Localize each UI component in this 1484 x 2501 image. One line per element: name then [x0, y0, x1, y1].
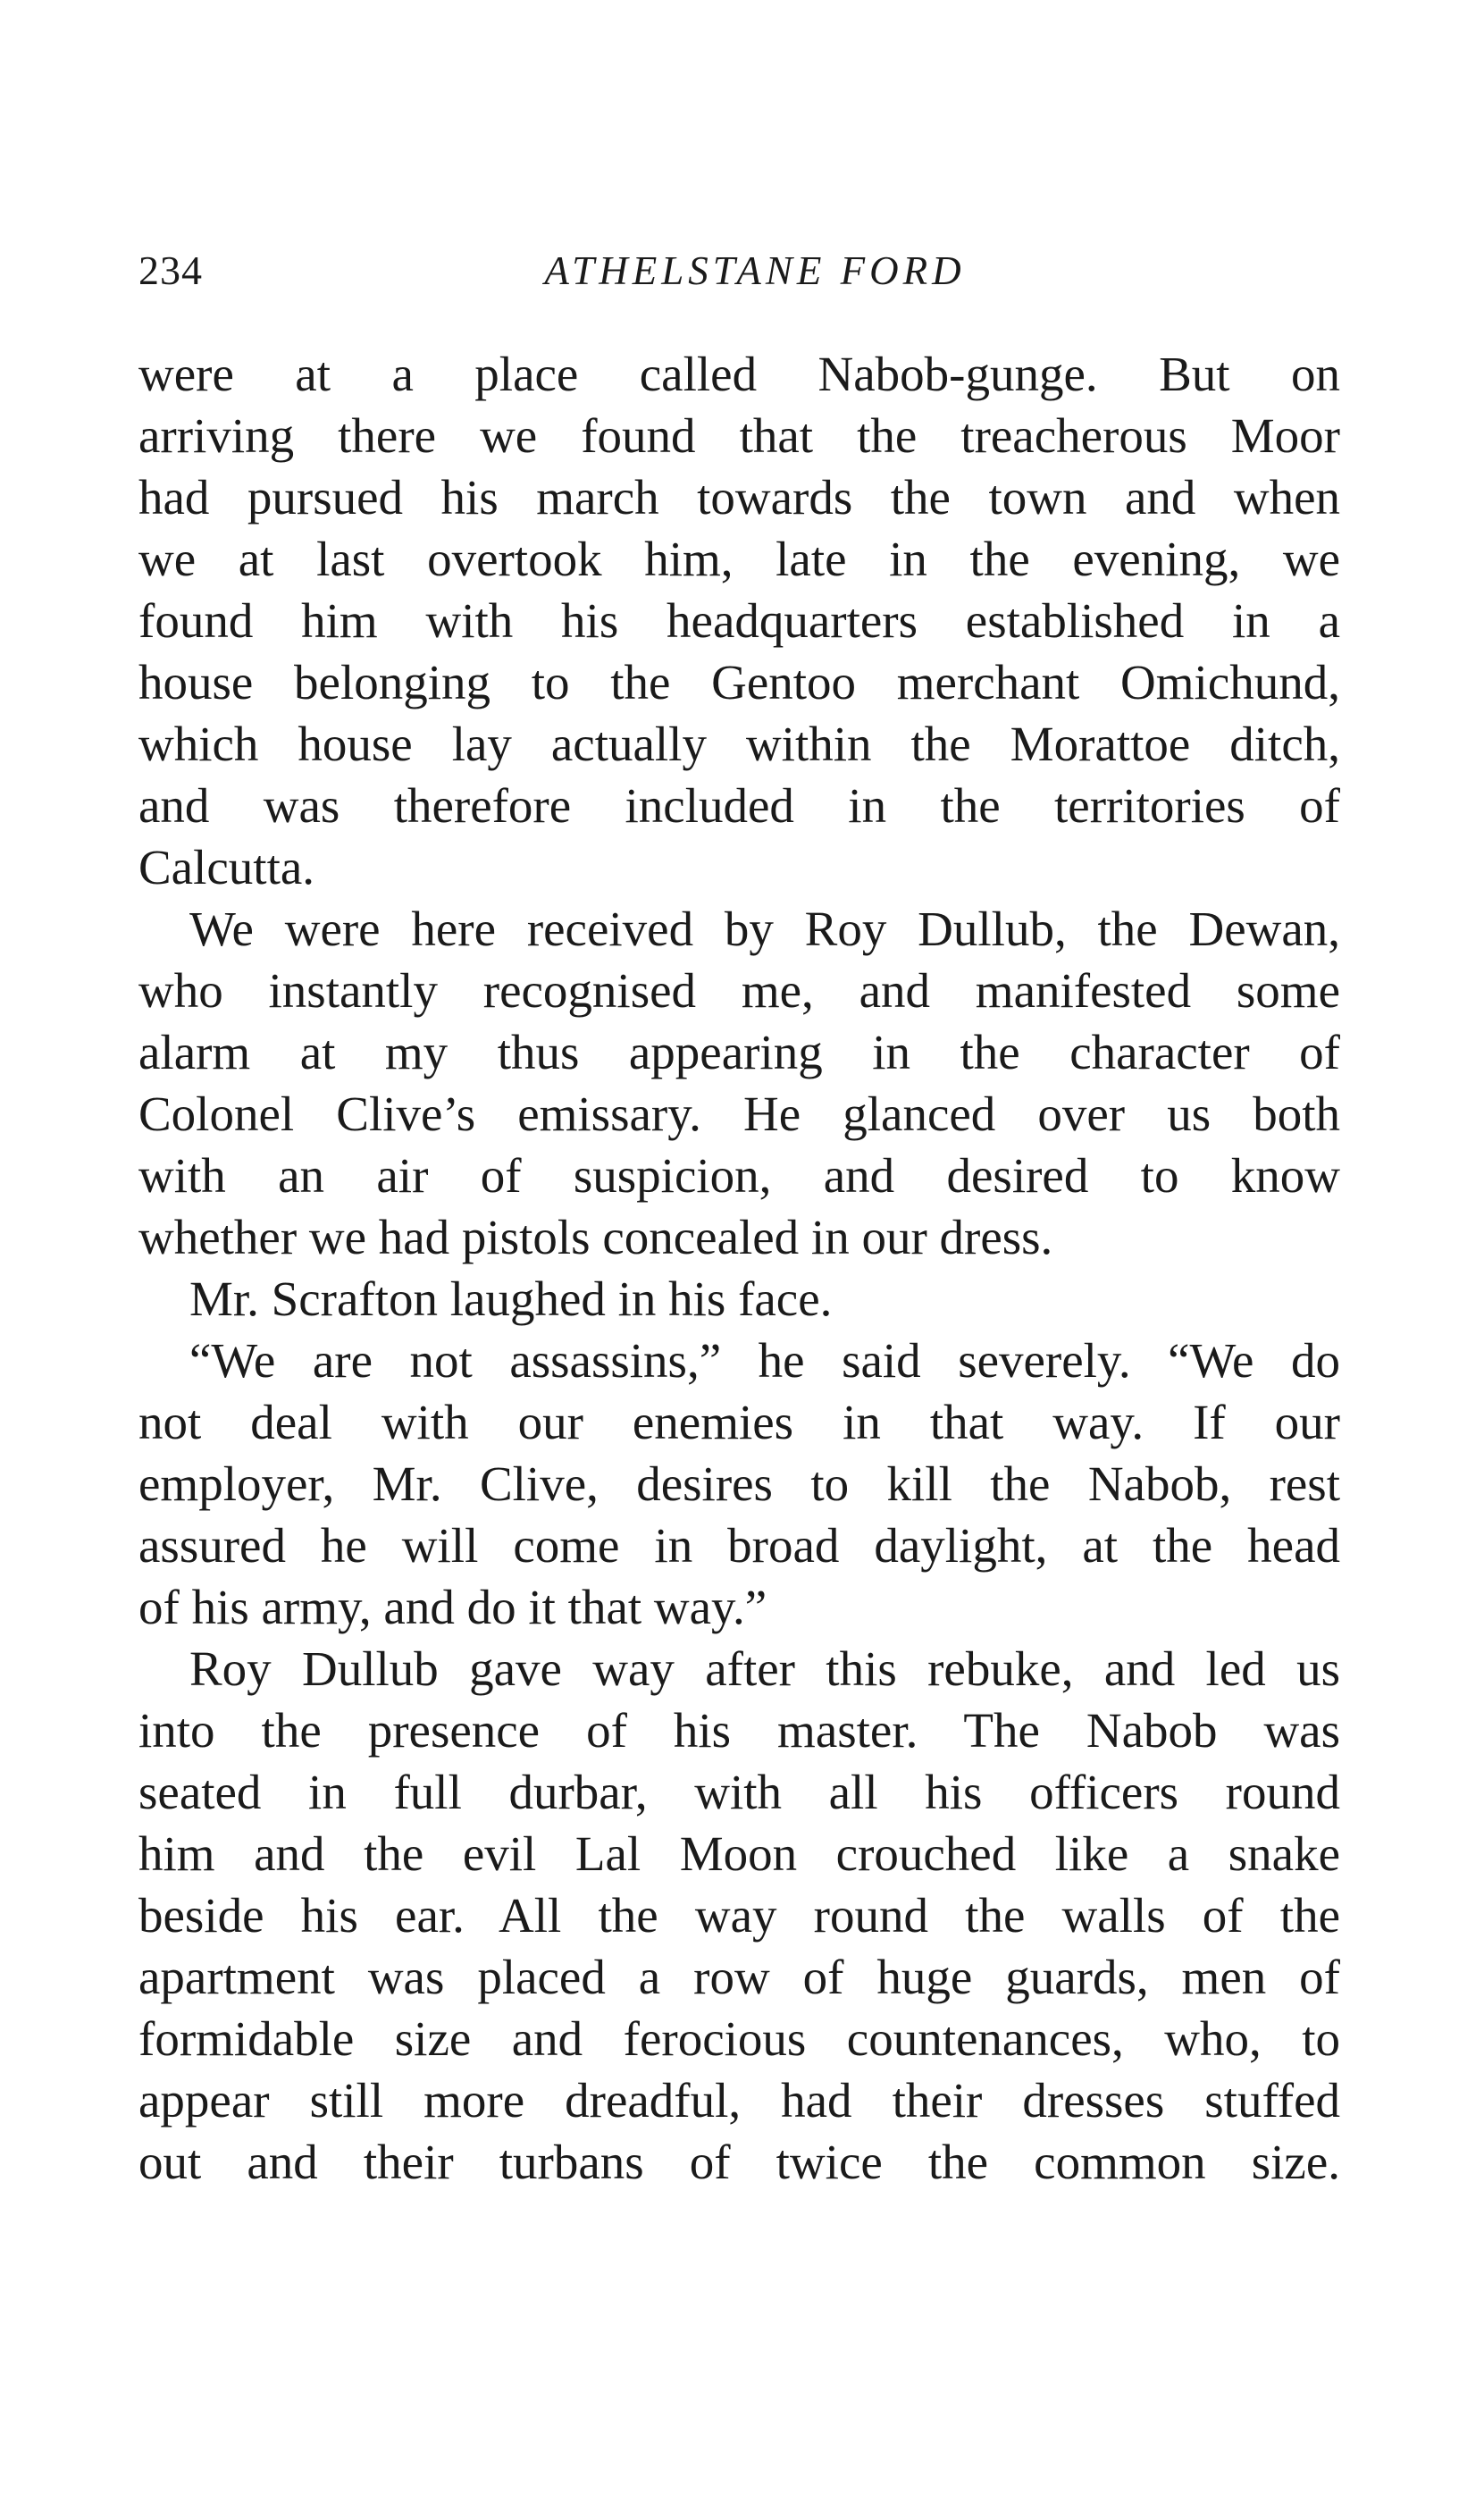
text-line: not deal with our enemies in that way. If our — [138, 1395, 1340, 1449]
text-line: which house lay actually within the Morattoe ditch, — [138, 717, 1340, 771]
text-line: Roy Dullub gave way after this rebuke, and led us — [189, 1641, 1340, 1696]
text-line: arriving there we found that the treacherous Moor — [138, 408, 1340, 463]
text-line: whether we had pistols concealed in our dress. — [138, 1210, 1053, 1264]
text-line: We were here received by Roy Dullub, the Dewan, — [189, 902, 1340, 956]
paragraph — [138, 1638, 1340, 2193]
text-line: Calcutta. — [138, 840, 315, 894]
text-line: out and their turbans of twice the common size. — [138, 2135, 1340, 2189]
text-line: were at a place called Nabob-gunge. But on — [138, 347, 1340, 401]
text-line: formidable size and ferocious countenances, who, to — [138, 2011, 1340, 2066]
text-line: “We are not assassins,” he said severely. “We do — [189, 1333, 1340, 1388]
text-line: with an air of suspicion, and desired to know — [138, 1148, 1340, 1203]
text-line: house belonging to the Gentoo merchant Omichund, — [138, 655, 1340, 709]
paragraph — [138, 1330, 1340, 1638]
paragraph — [138, 1268, 1340, 1330]
text-line: apartment was placed a row of huge guards, men of — [138, 1950, 1340, 2004]
text-line: him and the evil Lal Moon crouched like a snake — [138, 1826, 1340, 1881]
text-line: found him with his headquarters established in a — [138, 593, 1340, 648]
text-line: of his army, and do it that way.” — [138, 1580, 767, 1634]
text-line: Colonel Clive’s emissary. He glanced over us both — [138, 1087, 1340, 1141]
text-line: Mr. Scrafton laughed in his face. — [189, 1271, 833, 1326]
text-line: assured he will come in broad daylight, at the head — [138, 1518, 1340, 1573]
text-line: into the presence of his master. The Nabob was — [138, 1703, 1340, 1758]
text-line: employer, Mr. Clive, desires to kill the Nabob, rest — [138, 1456, 1340, 1511]
page-number: 234 — [138, 248, 203, 293]
text-line: who instantly recognised me, and manifested some — [138, 963, 1340, 1018]
text-line: and was therefore included in the territories of — [138, 778, 1340, 833]
running-title: ATHELSTANE FORD — [544, 248, 966, 293]
text-line: seated in full durbar, with all his officers round — [138, 1765, 1340, 1819]
body-text — [138, 343, 1340, 2193]
text-line: beside his ear. All the way round the walls of the — [138, 1888, 1340, 1943]
text-line: appear still more dreadful, had their dresses stuffed — [138, 2073, 1340, 2128]
text-line: we at last overtook him, late in the evening, we — [138, 532, 1340, 586]
text-line: alarm at my thus appearing in the character of — [138, 1025, 1340, 1079]
text-line: had pursued his march towards the town and when — [138, 470, 1340, 525]
paragraph — [138, 343, 1340, 898]
page-header — [138, 239, 1345, 302]
paragraph — [138, 898, 1340, 1268]
